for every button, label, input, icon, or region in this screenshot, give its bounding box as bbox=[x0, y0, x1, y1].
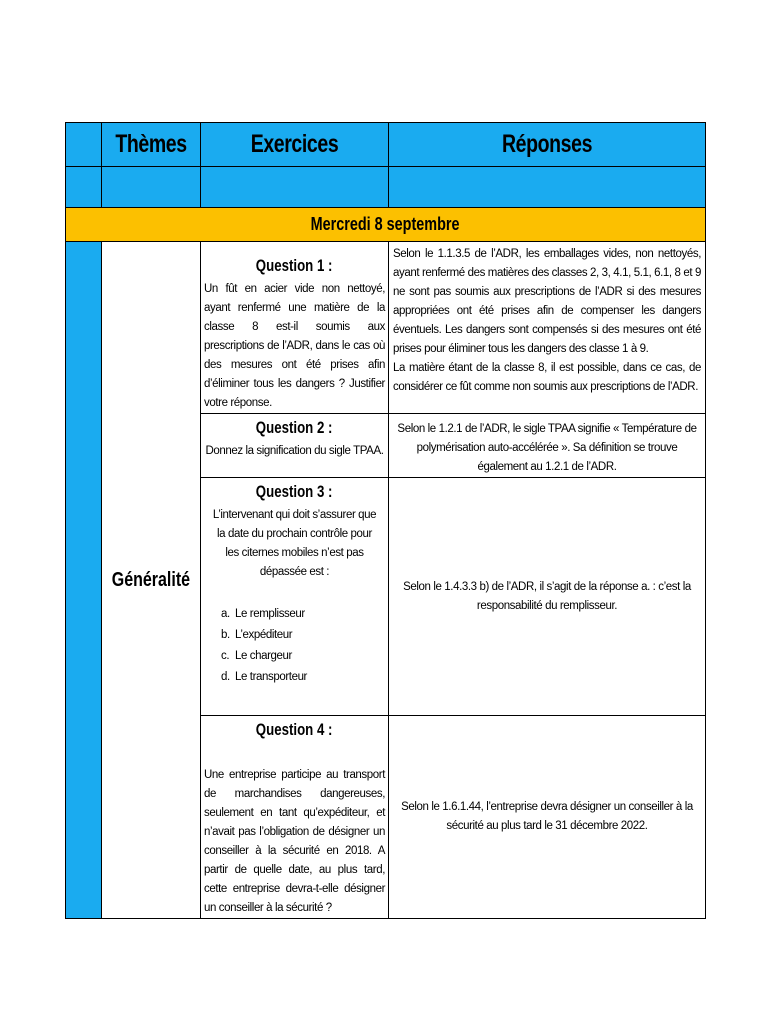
answer-text: Selon le 1.1.3.5 de l’ADR, les emballages vides, non nettoyés, ayant renfermé des matières des classes 2, 3, 4.1, 5.1, 6.1, 8 et 9 ne sont pas soumis aux prescriptions de l’ADR si des mesures appropriées ont été prises afin de compenser les dangers éventuels. Les dangers sont compensés si des mesures ont été prises pour éliminer tous les dangers des classe 1 à 9. bbox=[393, 248, 701, 355]
option-item: c. Le chargeur bbox=[221, 650, 292, 662]
option-item: a. Le remplisseur bbox=[221, 608, 305, 620]
option-item: d. Le transporteur bbox=[221, 671, 307, 683]
blank-cell bbox=[102, 167, 201, 208]
question-cell bbox=[201, 414, 389, 478]
answer-cell bbox=[389, 414, 706, 478]
answer-cell bbox=[389, 478, 706, 716]
date-cell bbox=[66, 208, 706, 242]
theme-label: Généralité bbox=[111, 568, 191, 591]
themes-header-cell bbox=[102, 123, 201, 167]
answer-text: Selon le 1.6.1.44, l’entreprise devra désigner un conseiller à la sécurité au plus tard le 31 décembre 2022. bbox=[401, 801, 693, 832]
answer-text: Selon le 1.4.3.3 b) de l’ADR, il s’agit de la réponse a. : c’est la responsabilité du remplisseur. bbox=[403, 580, 691, 612]
exercices-header: Exercices bbox=[250, 130, 339, 158]
question-title: Question 4 : bbox=[256, 720, 333, 739]
question-row bbox=[66, 242, 706, 414]
header-row bbox=[66, 123, 706, 167]
option-item: b. L’expéditeur bbox=[221, 629, 293, 641]
header-spacer-cell bbox=[66, 123, 102, 167]
question-title: Question 2 : bbox=[256, 418, 333, 437]
date-row bbox=[66, 208, 706, 242]
question-title: Question 3 : bbox=[256, 482, 333, 501]
question-cell bbox=[201, 716, 389, 919]
options-list bbox=[201, 604, 388, 688]
theme-cell bbox=[102, 242, 201, 919]
answer-text: Selon le 1.2.1 de l’ADR, le sigle TPAA signifie « Température de polymérisation auto-accélérée ». Sa définition se trouve également au 1.2.1 de l’ADR. bbox=[397, 423, 697, 473]
question-cell bbox=[201, 478, 389, 716]
question-text: Un fût en acier vide non nettoyé, ayant renfermé une matière de la classe 8 est-il soumis aux prescriptions de l’ADR, dans le cas où des mesures ont été prises afin d’éliminer tous les dangers ? Justifier votre réponse. bbox=[204, 283, 385, 409]
question-cell bbox=[201, 242, 389, 414]
date-label: Mercredi 8 septembre bbox=[311, 214, 460, 234]
question-title: Question 1 : bbox=[256, 256, 333, 275]
blank-cell bbox=[66, 167, 102, 208]
answer-cell bbox=[389, 716, 706, 919]
blank-row bbox=[66, 167, 706, 208]
answer-cell bbox=[389, 242, 706, 414]
blank-cell bbox=[389, 167, 706, 208]
exercices-header-cell bbox=[201, 123, 389, 167]
reponses-header: Réponses bbox=[501, 130, 593, 158]
exercise-table bbox=[65, 122, 706, 919]
question-text: Donnez la signification du sigle TPAA. bbox=[205, 445, 384, 457]
question-text: L’intervenant qui doit s’assurer que la date du prochain contrôle pour les citernes mobiles n’est pas dépassée est : bbox=[212, 509, 377, 578]
question-text: Une entreprise participe au transport de marchandises dangereuses, seulement en tant qu’expéditeur, et n’avait pas l’obligation de désigner un conseiller à la sécurité en 2018. A partir de quelle date, au plus tard, cette entreprise devra-t-elle désigner un conseiller à la sécurité ? bbox=[204, 769, 385, 914]
reponses-header-cell bbox=[389, 123, 706, 167]
answer-text: La matière étant de la classe 8, il est possible, dans ce cas, de considérer ce fût comme non soumis aux prescriptions de l’ADR. bbox=[393, 362, 701, 393]
blank-cell bbox=[201, 167, 389, 208]
theme-spacer-cell bbox=[66, 242, 102, 919]
themes-header: Thèmes bbox=[115, 130, 187, 158]
